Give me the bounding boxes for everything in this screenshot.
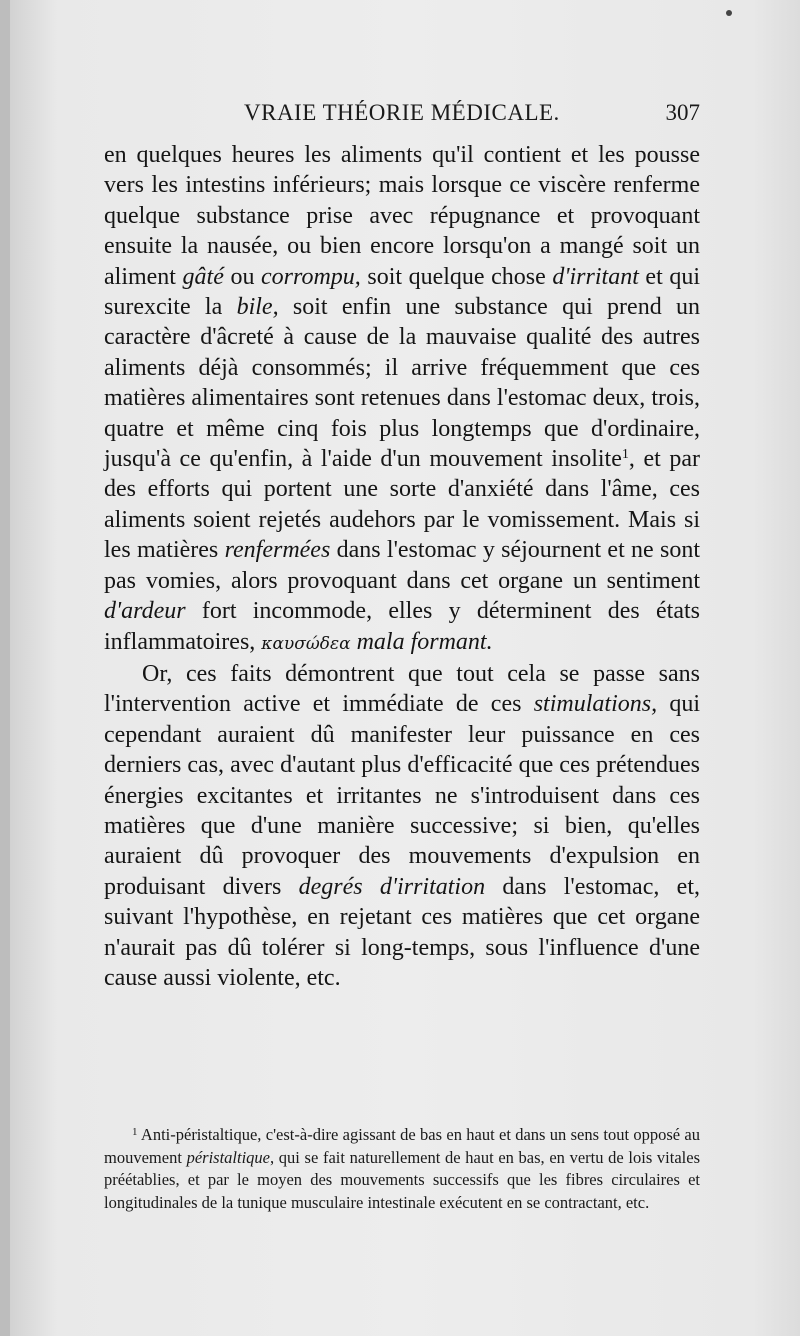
running-title: VRAIE THÉORIE MÉDICALE.	[244, 100, 560, 125]
ink-speck	[726, 10, 732, 16]
footnote-reference: 1	[621, 447, 629, 463]
footnote-text: $^1$ Anti-péristaltique, c'est-à-dire agissant de bas en haut et dans un sens tout opposé au mouvement péristaltique, qui se fait naturellement de haut en bas, en vertu de lois vitales préétablies, et par le moyen des mouvements successifs que les fibres circulaires et longitudinales de la tunique musculaire intestinale exécutent en se contractant, etc.	[104, 1125, 700, 1212]
paragraph-1: en quelques heures les aliments qu'il contient et les pousse vers les intestins inférieurs; mais lorsque ce viscère renferme quelque substance prise avec répugnance et provoquant ensuite la nausée, ou bien encore lorsqu'on a mangé soit un aliment gâté ou corrompu, soit quelque chose d'irritant et qui surexcite la bile, soit enfin une substance qui prend un caractère d'âcreté à cause de la mauvaise qualité des autres aliments déjà consommés; il arrive fréquemment que ces matières alimentaires sont retenues dans l'estomac deux, trois, quatre et même cinq fois plus longtemps que d'ordinaire, jusqu'à ce qu'enfin, à l'aide d'un mouvement insolite$^1$, et par des efforts qui portent une sorte d'anxiété dans l'âme, ces aliments soient rejetés audehors par le vomissement. Mais si les matières renfermées dans l'estomac y séjournent et ne sont pas vomies, alors provoquant dans cet organe un sentiment d'ardeur fort incommode, elles y déterminent des états inflammatoires, καυσώδεα mala formant.	[104, 142, 700, 655]
running-header	[104, 100, 700, 136]
body-text	[104, 140, 700, 993]
page-shadow-edge	[0, 0, 10, 1336]
footnote	[104, 1124, 700, 1214]
greek-word: καυσώδεα	[261, 633, 351, 654]
paragraph-2: Or, ces faits démontrent que tout cela se passe sans l'intervention active et immédiate de ces stimulations, qui cependant auraient dû manifester leur puissance en ces derniers cas, avec d'autant plus d'efficacité que ces prétendues énergies excitantes et irritantes ne s'introduisent dans ces matières que d'une manière successive; si bien, qu'elles auraient dû provoquer des mouvements d'expulsion en produisant divers degrés d'irritation dans l'estomac, et, suivant l'hypothèse, en rejetant ces matières que cet organe n'aurait pas dû tolérer si long-temps, sous l'influence d'une cause aussi violente, etc.	[104, 660, 701, 991]
page-number: 307	[665, 100, 700, 125]
footnote-marker: 1	[132, 1126, 138, 1138]
